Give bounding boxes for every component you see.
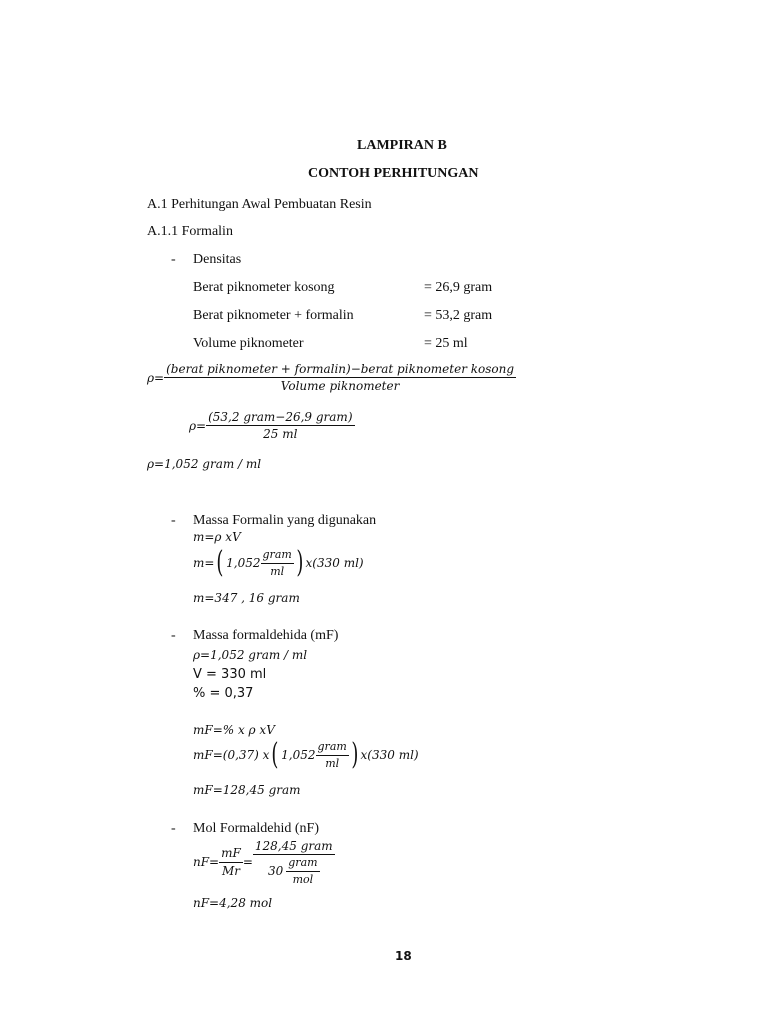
massa-formalin-eq2-unit	[261, 548, 294, 577]
row-label-formalin: Berat piknometer + formalin	[193, 308, 354, 323]
density-formula	[147, 362, 516, 394]
mol-formaldehid-f2-den-unit-num: gram	[286, 856, 319, 871]
density-formula-numerator: (berat piknometer + formalin)−berat piknometer kosong	[164, 362, 516, 378]
massa-formalin-eq2	[193, 545, 364, 580]
density-formula-denominator: Volume piknometer	[280, 379, 400, 394]
row-value-kosong: = 26,9 gram	[424, 280, 493, 295]
density-formula-fraction	[164, 362, 516, 394]
mol-formaldehid-f1-num: mF	[219, 846, 243, 862]
density-calc-numerator: (53,2 gram−26,9 gram)	[206, 410, 354, 426]
page-number: 18	[395, 949, 412, 963]
mol-formaldehid-equals: =	[242, 855, 253, 870]
density-calc-lhs: ρ=	[189, 418, 207, 433]
mol-formaldehid-f2-den-unit	[286, 856, 319, 885]
section-a11: A.1.1 Formalin	[147, 224, 233, 239]
bullet-massa-formalin: -	[171, 513, 176, 528]
bullet-densitas: -	[171, 252, 176, 267]
row-label-volume: Volume piknometer	[193, 336, 304, 351]
left-paren-glyph: (	[271, 737, 279, 772]
mol-formaldehid-f2-den	[253, 855, 335, 885]
mol-formaldehid-result: nF=4,28 mol	[193, 896, 273, 910]
mol-formaldehid-f2-den-unit-den: mol	[292, 872, 314, 886]
heading-contoh-perhitungan: CONTOH PERHITUNGAN	[308, 166, 479, 181]
mol-formaldehid-label: Mol Formaldehid (nF)	[193, 821, 319, 836]
density-result: ρ=1,052 gram / ml	[147, 457, 262, 471]
section-a1: A.1 Perhitungan Awal Pembuatan Resin	[147, 197, 372, 212]
left-paren-glyph: (	[216, 545, 224, 580]
mol-formaldehid-f2-den-coef: 30	[267, 863, 284, 878]
mol-formaldehid-lhs: nF=	[193, 855, 220, 870]
massa-formaldehida-eq2-unit	[316, 740, 349, 769]
massa-formaldehida-eq2-unit-num: gram	[316, 740, 349, 755]
massa-formaldehida-eq2-lhs: mF=(0,37) x	[193, 747, 270, 762]
massa-formalin-eq2-unit-den: ml	[270, 564, 285, 578]
density-calc	[189, 410, 355, 442]
massa-formaldehida-eq1: mF=% x ρ xV	[193, 723, 275, 737]
massa-formalin-eq1: m=ρ xV	[193, 530, 241, 544]
massa-formaldehida-eq2-coef: 1,052	[281, 747, 316, 762]
massa-formaldehida-eq2-tail: x(330 ml)	[360, 747, 419, 762]
massa-formalin-result: m=347 , 16 gram	[193, 591, 300, 605]
mol-formaldehid-fraction-2	[253, 839, 335, 886]
massa-formalin-label: Massa Formalin yang digunakan	[193, 513, 377, 528]
massa-formalin-eq2-tail: x(330 ml)	[305, 555, 364, 570]
density-calc-fraction	[206, 410, 354, 442]
right-paren-glyph: )	[351, 737, 359, 772]
massa-formalin-eq2-unit-num: gram	[261, 548, 294, 563]
density-formula-lhs: ρ=	[147, 370, 165, 385]
massa-formaldehida-percent: % = 0,37	[193, 686, 254, 701]
right-paren-glyph: )	[296, 545, 304, 580]
bullet-massa-formaldehida: -	[171, 628, 176, 643]
mol-formaldehid-f1-den: Mr	[221, 863, 240, 878]
massa-formaldehida-result: mF=128,45 gram	[193, 783, 301, 797]
mol-formaldehid-f2-num: 128,45 gram	[253, 839, 335, 855]
heading-lampiran: LAMPIRAN B	[357, 138, 447, 153]
massa-formalin-eq2-lhs: m=	[193, 555, 215, 570]
row-value-volume: = 25 ml	[424, 336, 468, 351]
densitas-label: Densitas	[193, 252, 242, 267]
massa-formaldehida-rho: ρ=1,052 gram / ml	[193, 648, 308, 662]
mol-formaldehid-fraction-1	[219, 846, 243, 878]
bullet-mol-formaldehid: -	[171, 821, 176, 836]
row-label-kosong: Berat piknometer kosong	[193, 280, 335, 295]
density-calc-denominator: 25 ml	[263, 427, 298, 442]
massa-formaldehida-eq2	[193, 737, 419, 772]
row-value-formalin: = 53,2 gram	[424, 308, 493, 323]
massa-formaldehida-eq2-unit-den: ml	[325, 756, 340, 770]
massa-formaldehida-label: Massa formaldehida (mF)	[193, 628, 339, 643]
mol-formaldehid-eq	[193, 839, 335, 886]
massa-formalin-eq2-coef: 1,052	[226, 555, 261, 570]
massa-formaldehida-volume: V = 330 ml	[193, 667, 267, 682]
